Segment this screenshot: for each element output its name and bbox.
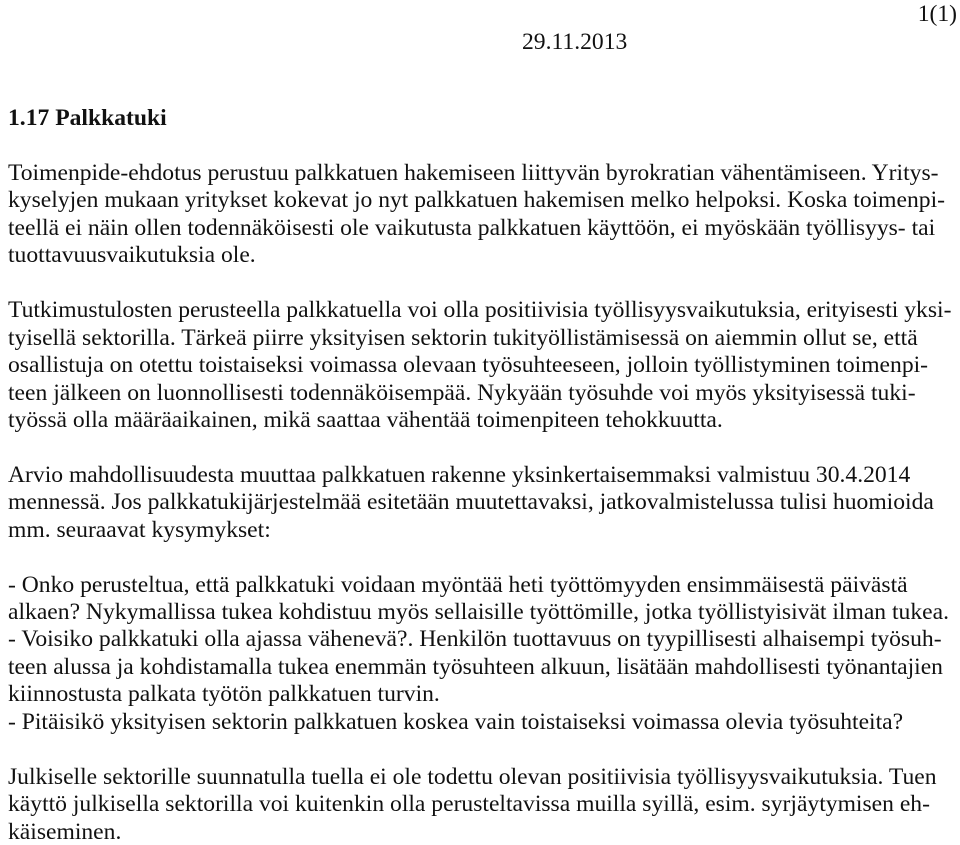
paragraph-line: teen jälkeen on luonnollisesti todennäköisempää. Nykyään työsuhde voi myös yksityisessä tuki-: [8, 379, 916, 406]
paragraph-line: käiseminen.: [8, 818, 122, 845]
paragraph-questions: [8, 571, 951, 735]
paragraph-line: kyselyjen mukaan yritykset kokevat jo nyt palkkatuen hakemisen melko helpoksi. Koska toimenpi-: [8, 187, 945, 214]
paragraph-line: Tutkimustulosten perusteella palkkatuella voi olla positiivisia työllisyysvaikutuksia, erityisesti yksi-: [8, 297, 952, 324]
paragraph-assessment: [8, 461, 951, 543]
paragraph-line: käyttö julkisella sektorilla voi kuitenkin olla perusteltavissa muilla syillä, esim. syrjäytymisen eh-: [8, 791, 930, 818]
paragraph-line: teellä ei näin ollen todennäköisesti ole vaikutusta palkkatuen käyttöön, ei myöskään työllisyys- tai: [8, 214, 936, 241]
paragraph-line: alkaen? Nykymallissa tukea kohdistuu myös sellaisille työttömille, jotka työllistyisivät ilman tukea.: [8, 599, 949, 625]
paragraph-line: - Pitäisikö yksityisen sektorin palkkatuen koskea vain toistaiseksi voimassa olevia työsuhteita?: [8, 708, 904, 735]
paragraph-line: tuottavuusvaikutuksia ole.: [8, 242, 256, 269]
paragraph-line: teen alussa ja kohdistamalla tukea enemmän työsuhteen alkuun, lisätään mahdollisesti työnantajien: [8, 653, 943, 680]
page-number: 1(1): [917, 1, 957, 27]
paragraph-line: kiinnostusta palkata työtön palkkatuen turvin.: [8, 681, 440, 708]
paragraph-line: tyisellä sektorilla. Tärkeä piirre yksityisen sektorin tukityöllistämisessä on aiemmin ollut se, että: [8, 324, 918, 351]
paragraph-research: [8, 297, 952, 433]
paragraph-line: Julkiselle sektorille suunnatulla tuella ei ole todettu olevan positiivisia työllisyysvaikutuksia. Tuen: [8, 763, 937, 790]
paragraph-public-sector: [8, 763, 951, 845]
paragraph-line: osallistuja on otettu toistaiseksi voimassa olevaan työsuhteeseen, jolloin työllistyminen toimenpi-: [8, 352, 929, 379]
document-body: [8, 160, 952, 845]
section-title: 1.17 Palkkatuki: [8, 105, 167, 131]
paragraph-intro: [8, 160, 951, 269]
paragraph-line: työssä olla määräaikainen, mikä saattaa vähentää toimenpiteen tehokkuutta.: [8, 406, 723, 433]
document-date: 29.11.2013: [522, 29, 628, 55]
paragraph-line: mennessä. Jos palkkatukijärjestelmää esitetään muutettavaksi, jatkovalmistelussa tulisi huomioida: [8, 489, 934, 516]
paragraph-line: Arvio mahdollisuudesta muuttaa palkkatuen rakenne yksinkertaisemmaksi valmistuu 30.4.2014: [8, 461, 911, 488]
paragraph-line: - Onko perusteltua, että palkkatuki voidaan myöntää heti työttömyyden ensimmäisestä päivästä: [8, 571, 908, 598]
paragraph-line: - Voisiko palkkatuki olla ajassa vähenevä?. Henkilön tuottavuus on tyypillisesti alhaisempi työsuh-: [8, 626, 942, 653]
paragraph-line: Toimenpide-ehdotus perustuu palkkatuen hakemiseen liittyvän byrokratian vähentämiseen. Yritys-: [8, 160, 939, 186]
paragraph-line: mm. seuraavat kysymykset:: [8, 516, 271, 543]
